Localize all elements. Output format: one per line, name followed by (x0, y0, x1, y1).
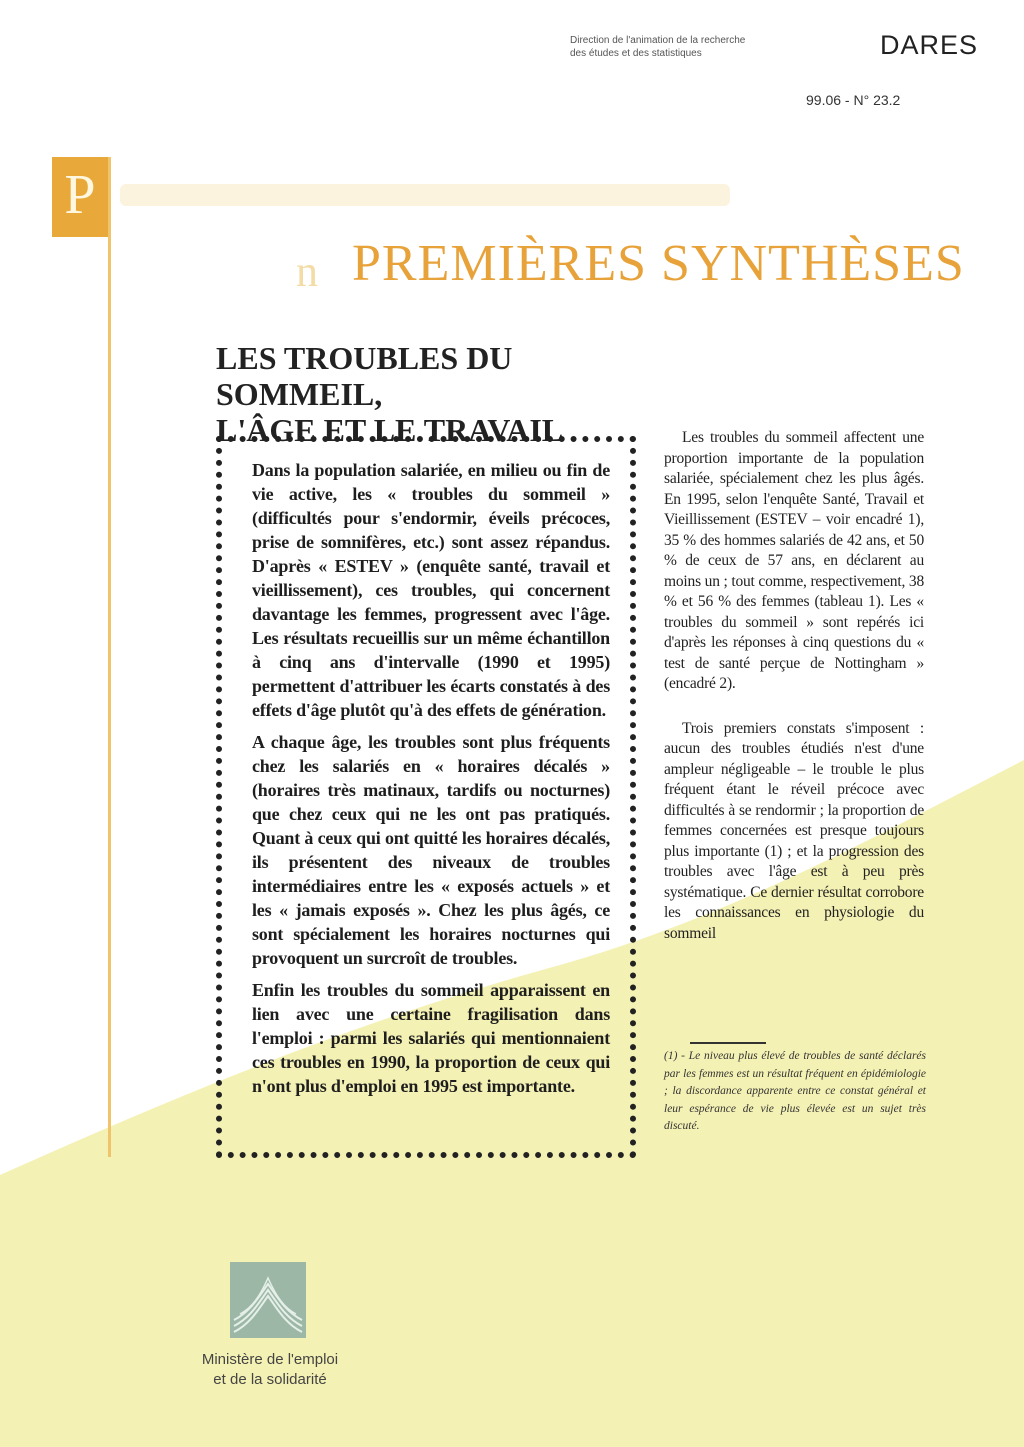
brand-label: DARES (880, 30, 979, 60)
footnote-separator (690, 1042, 766, 1044)
body-column (664, 428, 924, 968)
article-title-line2: L'ÂGE ET LE TRAVAIL (216, 412, 564, 448)
article-title (216, 340, 676, 448)
header-org-line2: des études et des statistiques (570, 48, 702, 59)
issue-number: 99.06 - N° 23.2 (806, 92, 901, 108)
publication-title: PREMIÈRES SYNTHÈSES (352, 235, 965, 292)
body-paragraph-1: Les troubles du sommeil affectent une proportion importante de la population salariée, spécialement chez les plus âgés. En 1995, selon l'enquête Santé, Travail et Vieillissement (ESTEV – voir encadré 1), 35 % des hommes salariés de 42 ans, et 50 % de ceux de 57 ans, en déclarent au moins un ; tout comme, respectivement, 38 % et 56 % des femmes (tableau 1). Les « troubles du sommeil » sont repérés ici d'après les réponses à cinq questions du « test de santé perçue de Nottingham » (encadré 2). (664, 429, 924, 692)
vertical-accent-line (108, 157, 111, 1157)
faded-masthead-glyph: n (296, 247, 318, 296)
ministry-name-line1: Ministère de l'emploi (201, 1351, 339, 1368)
publication-logo (52, 157, 108, 237)
summary-paragraph-2: A chaque âge, les troubles sont plus fréquents chez les salariés en « horaires décalés » (horaires très matinaux, tardifs ou nocturnes) que chez ceux qui ne les ont pas pratiqués. Quant à ceux qui ont quitté les horaires décalés, ils présentent des niveaux de troubles intermédiaires entre les « exposés actuels » et les « jamais exposés ». Chez les plus âgés, ce sont spécialement les horaires nocturnes qui provoquent un surcroît de troubles. (252, 732, 610, 968)
header-organization (570, 34, 830, 60)
faded-masthead-shape (120, 172, 740, 216)
ministry-name (170, 1350, 370, 1390)
faded-masthead-band (120, 172, 740, 227)
ministry-name-line2: et de la solidarité (213, 1371, 327, 1388)
summary-paragraph-3: Enfin les troubles du sommeil apparaissent en lien avec une certaine fragilisation dans l'emploi : parmi les salariés qui mentionnaient ces troubles en 1990, la proportion de ceux qui n'ont plus d'emploi en 1995 est importante. (252, 980, 610, 1096)
article-title-line1: LES TROUBLES DU SOMMEIL, (216, 340, 513, 412)
logo-letter: P (64, 164, 96, 226)
header-org-line1: Direction de l'animation de la recherche (570, 35, 746, 46)
body-paragraph-2: Trois premiers constats s'imposent : aucun des troubles étudiés n'est d'une ampleur négligeable – le trouble le plus fréquent étant le réveil précoce avec difficultés à se rendormir ; la proportion de femmes concernées est presque toujours plus importante (1) ; et la progression des troubles avec l'âge est à peu près systématique. Ce dernier résultat corrobore les connaissances en physiologie du sommeil (664, 719, 924, 942)
summary-paragraph-1: Dans la population salariée, en milieu ou fin de vie active, les « troubles du sommeil » (difficultés pour s'endormir, éveils précoces, prise de somnifères, etc.) sont assez répandus. D'après « ESTEV » (enquête santé, travail et vieillissement), ces troubles, qui concernent davantage les femmes, progressent avec l'âge. Les résultats recueillis sur un même échantillon à cinq ans d'intervalle (1990 et 1995) permettent d'attribuer les écarts constatés à des effets d'âge plutôt qu'à des effets de génération. (252, 460, 610, 720)
footnote: (1) - Le niveau plus élevé de troubles de santé déclarés par les femmes est un résultat fréquent en épidémiologie ; la discordance apparente entre ce constat général et leur espérance de vie plus élevée est un sujet très discuté. (664, 1050, 926, 1132)
ministry-logo (230, 1262, 306, 1338)
summary-box (216, 436, 636, 1158)
ministry-logo-pattern (230, 1262, 306, 1338)
